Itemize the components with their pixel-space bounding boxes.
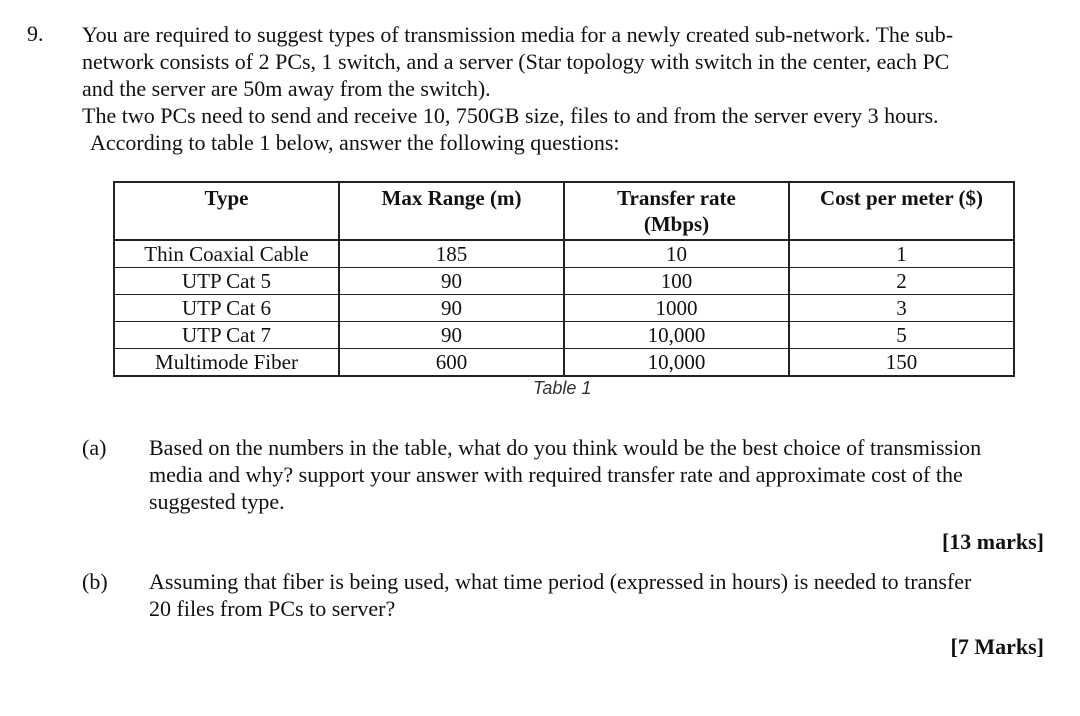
part-b-label: (b) — [82, 569, 108, 594]
table-row — [114, 322, 1014, 349]
cell-max-range: 185 — [339, 240, 564, 268]
cell-type: Thin Coaxial Cable — [114, 240, 339, 268]
part-b-line: Assuming that fiber is being used, what time period (expressed in hours) is needed to transfer — [149, 569, 972, 594]
table-header-row — [114, 182, 1014, 240]
transmission-media-table — [113, 181, 1015, 377]
cell-type: Multimode Fiber — [114, 349, 339, 377]
part-a-line: Based on the numbers in the table, what do you think would be the best choice of transmission — [149, 435, 982, 460]
intro-line: The two PCs need to send and receive 10, 750GB size, files to and from the server every 3 hours. — [82, 103, 939, 128]
part-a-line: media and why? support your answer with required transfer rate and approximate cost of the — [149, 462, 963, 487]
header-transfer-rate-line2: (Mbps) — [643, 212, 710, 236]
cell-transfer-rate: 1000 — [564, 295, 789, 322]
header-transfer-rate-line1: Transfer rate — [617, 186, 736, 210]
intro-line: and the server are 50m away from the switch). — [82, 76, 491, 101]
cell-max-range: 90 — [339, 268, 564, 295]
part-a-text — [149, 434, 1049, 515]
part-b-marks: [7 Marks] — [950, 634, 1044, 659]
part-a-line: suggested type. — [149, 489, 285, 514]
cell-transfer-rate: 10,000 — [564, 322, 789, 349]
cell-max-range: 600 — [339, 349, 564, 377]
question-intro — [82, 21, 1042, 156]
cell-type: UTP Cat 5 — [114, 268, 339, 295]
cell-cost: 1 — [789, 240, 1014, 268]
intro-line: You are required to suggest types of transmission media for a newly created sub-network. The sub- — [82, 22, 954, 47]
table-row — [114, 268, 1014, 295]
header-cost-per-meter: Cost per meter ($) — [789, 182, 1014, 240]
table-row — [114, 240, 1014, 268]
cell-cost: 2 — [789, 268, 1014, 295]
cell-max-range: 90 — [339, 322, 564, 349]
cell-cost: 150 — [789, 349, 1014, 377]
table-row — [114, 295, 1014, 322]
cell-cost: 5 — [789, 322, 1014, 349]
header-max-range: Max Range (m) — [339, 182, 564, 240]
intro-line: network consists of 2 PCs, 1 switch, and a server (Star topology with switch in the center, each PC — [82, 49, 950, 74]
part-a-label: (a) — [82, 435, 107, 460]
part-b-line: 20 files from PCs to server? — [149, 596, 396, 621]
part-b-text — [149, 568, 1049, 622]
table-caption: Table 1 — [533, 378, 592, 398]
cell-cost: 3 — [789, 295, 1014, 322]
header-transfer-rate — [564, 182, 789, 240]
cell-transfer-rate: 100 — [564, 268, 789, 295]
cell-max-range: 90 — [339, 295, 564, 322]
cell-transfer-rate: 10,000 — [564, 349, 789, 377]
intro-line: According to table 1 below, answer the following questions: — [90, 130, 620, 155]
header-type: Type — [114, 182, 339, 240]
part-a-marks: [13 marks] — [941, 529, 1044, 554]
question-number: 9. — [27, 21, 44, 46]
cell-transfer-rate: 10 — [564, 240, 789, 268]
cell-type: UTP Cat 6 — [114, 295, 339, 322]
cell-type: UTP Cat 7 — [114, 322, 339, 349]
table-row — [114, 349, 1014, 377]
